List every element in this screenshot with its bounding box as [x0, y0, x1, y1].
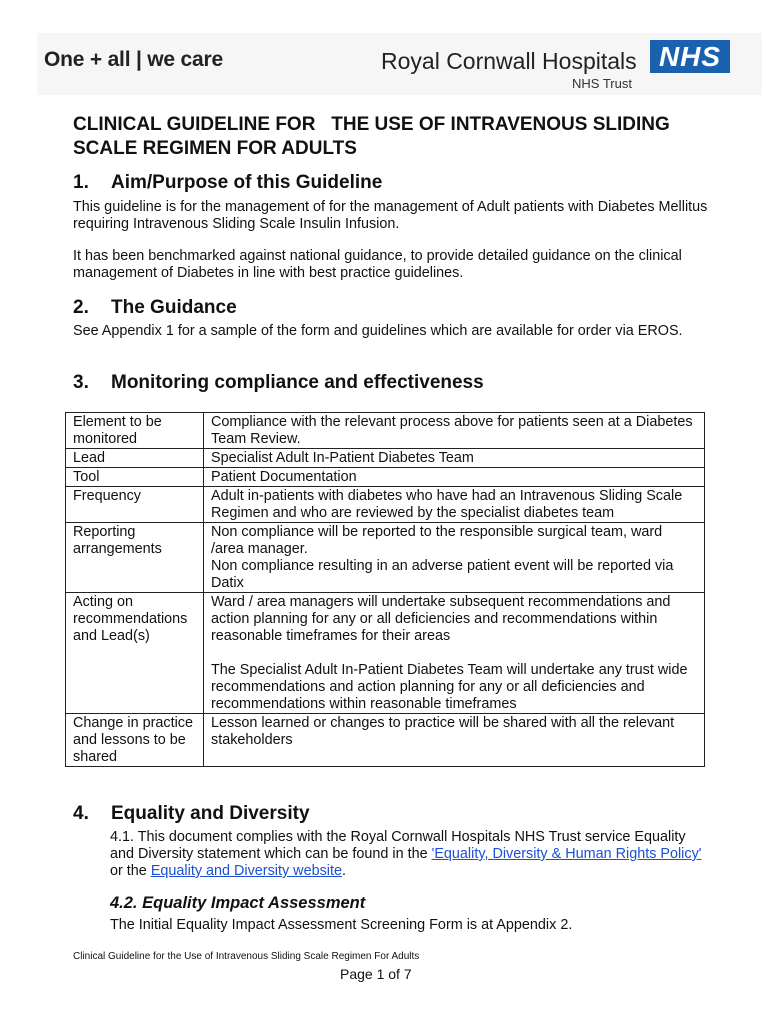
detail-cell: Lesson learned or changes to practice will be shared with all the relevant stakeholders: [204, 714, 705, 767]
impact-assessment-heading: 4.2. Equality Impact Assessment: [110, 894, 366, 912]
section-1-paragraph-1: This guideline is for the management of for the management of Adult patients with Diabetes Mellitus requiring Intravenous Sliding Scale Insulin Infusion.: [73, 199, 708, 232]
section-1-heading: [73, 172, 382, 194]
detail-line: Non compliance will be reported to the responsible surgical team, ward /area manager.: [211, 524, 663, 557]
table-row: [66, 449, 705, 468]
section-4-heading: [73, 803, 310, 825]
section-3-heading: [73, 372, 484, 394]
section-title: Aim/Purpose of this Guideline: [111, 172, 383, 193]
detail-line: The Specialist Adult In-Patient Diabetes Team will undertake any trust wide recommendations and action planning for any or all deficiencies and recommendations within reasonable timeframes: [211, 662, 688, 712]
section-number: 1.: [73, 172, 89, 193]
detail-cell: Adult in-patients with diabetes who have had an Intravenous Sliding Scale Regimen and who are reviewed by the specialist diabetes team: [204, 487, 705, 523]
detail-line: Ward / area managers will undertake subsequent recommendations and action planning for any or all deficiencies and recommendations within reasonable timeframes for their areas: [211, 594, 671, 644]
table-row: [66, 468, 705, 487]
document-title: CLINICAL GUIDELINE FOR THE USE OF INTRAVENOUS SLIDING SCALE REGIMEN FOR ADULTS: [73, 114, 676, 159]
detail-cell: Specialist Adult In-Patient Diabetes Team: [204, 449, 705, 468]
detail-cell: [204, 523, 705, 593]
equality-paragraph: [110, 829, 710, 880]
element-cell: Element to be monitored: [66, 413, 204, 449]
page-number: Page 1 of 7: [340, 966, 412, 982]
section-2-heading: [73, 297, 237, 319]
detail-line: Non compliance resulting in an adverse patient event will be reported via Datix: [211, 558, 674, 591]
paragraph-text: or the: [110, 863, 151, 879]
monitoring-table: [65, 412, 705, 767]
section-number: 2.: [73, 297, 89, 318]
tagline: One + all | we care: [44, 48, 223, 71]
footer-document-title: Clinical Guideline for the Use of Intravenous Sliding Scale Regimen For Adults: [73, 951, 420, 962]
element-cell: Frequency: [66, 487, 204, 523]
detail-cell: Compliance with the relevant process above for patients seen at a Diabetes Team Review.: [204, 413, 705, 449]
equality-policy-link[interactable]: 'Equality, Diversity & Human Rights Policy': [431, 846, 702, 862]
org-name: Royal Cornwall Hospitals: [381, 48, 637, 74]
element-cell: Acting on recommendations and Lead(s): [66, 593, 204, 714]
element-cell: Tool: [66, 468, 204, 487]
paragraph-gap: [211, 645, 698, 662]
section-title: Equality and Diversity: [111, 803, 310, 824]
org-trust: NHS Trust: [572, 76, 632, 91]
detail-cell: Patient Documentation: [204, 468, 705, 487]
table-row: [66, 523, 705, 593]
table-row: [66, 487, 705, 523]
section-title: The Guidance: [111, 297, 237, 318]
paragraph-text: 4.1. This document complies with the Royal Cornwall Hospitals NHS Trust service Equality and Diversity statement which can be found in the: [110, 829, 686, 862]
equality-website-link[interactable]: Equality and Diversity website: [150, 863, 342, 879]
table-row: [66, 593, 705, 714]
section-title: Monitoring compliance and effectiveness: [111, 372, 484, 393]
element-cell: Reporting arrangements: [66, 523, 204, 593]
detail-cell: [204, 593, 705, 714]
section-number: 4.: [73, 803, 89, 824]
section-number: 3.: [73, 372, 89, 393]
paragraph-text: .: [341, 863, 346, 879]
element-cell: Change in practice and lessons to be shared: [66, 714, 204, 767]
table-row: [66, 413, 705, 449]
table-row: [66, 714, 705, 767]
nhs-logo: NHS: [650, 40, 730, 73]
impact-assessment-paragraph: The Initial Equality Impact Assessment Screening Form is at Appendix 2.: [110, 917, 573, 933]
element-cell: Lead: [66, 449, 204, 468]
section-1-paragraph-2: It has been benchmarked against national guidance, to provide detailed guidance on the clinical management of Diabetes in line with best practice guidelines.: [73, 248, 682, 281]
section-2-paragraph: See Appendix 1 for a sample of the form and guidelines which are available for order via EROS.: [73, 323, 683, 339]
